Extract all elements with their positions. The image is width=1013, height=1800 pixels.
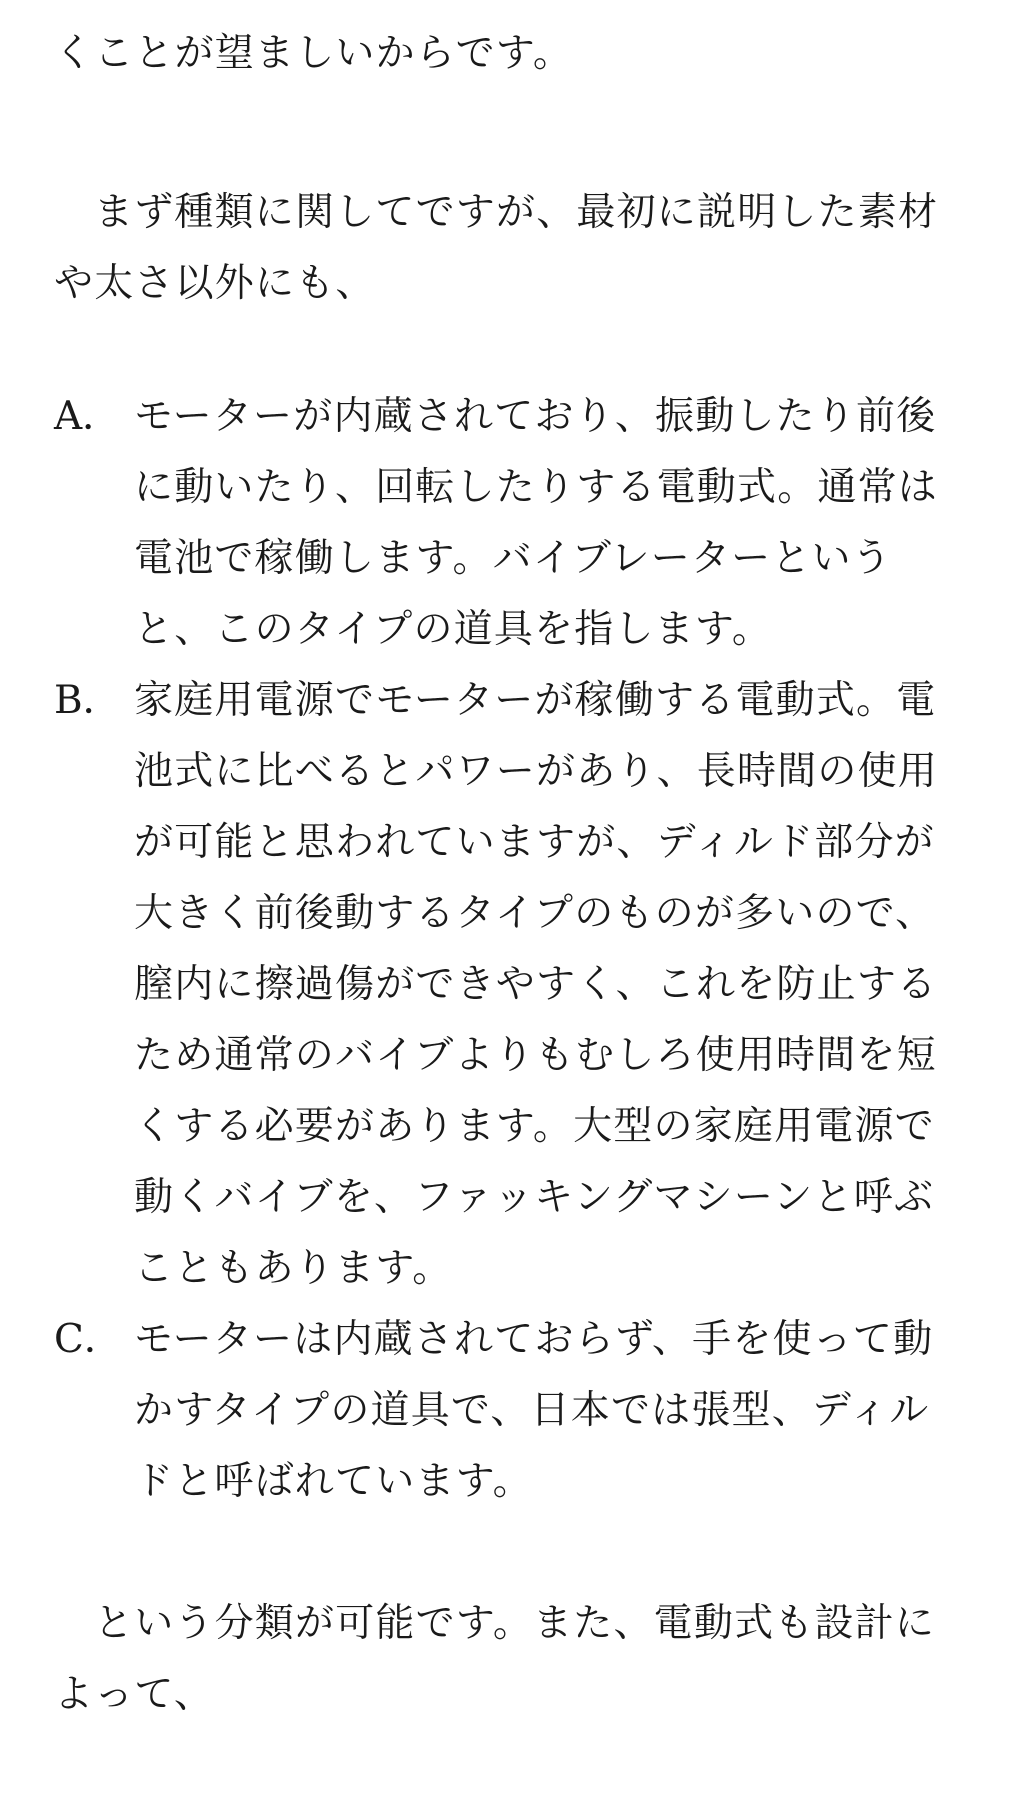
list-item-a-line-4: と、このタイプの道具を指します。 <box>134 607 773 652</box>
list-item-c-line-1: モーターは内蔵されておらず、手を使って動 <box>134 1317 934 1362</box>
list-item-a-line-1: モーターが内蔵されており、振動したり前後 <box>134 394 937 439</box>
paragraph-2-line-1: という分類が可能です。また、電動式も設計に <box>94 1601 936 1646</box>
list-marker-a: A． <box>54 394 122 439</box>
list-marker-b: B． <box>54 678 122 723</box>
list-item-b-line-7: くする必要があります。大型の家庭用電源で <box>134 1104 935 1149</box>
paragraph-1-line-1: まず種類に関してですが、最初に説明した素材 <box>94 190 939 235</box>
list-item-c-line-2: かすタイプの道具で、日本では張型、ディル <box>134 1388 930 1433</box>
list-item-b-line-3: が可能と思われていますが、ディルド部分が <box>134 820 935 865</box>
paragraph-2-line-2: よって、 <box>54 1672 215 1717</box>
list-item-b-line-8: 動くバイブを、ファッキングマシーンと呼ぶ <box>134 1175 935 1220</box>
list-item-b-line-9: こともあります。 <box>134 1246 453 1291</box>
paragraph-1-line-2: や太さ以外にも、 <box>54 261 376 306</box>
list-item-b-line-4: 大きく前後動するタイプのものが多いので、 <box>134 891 936 936</box>
list-item-b-line-5: 膣内に擦過傷ができやすく、これを防止する <box>134 962 938 1007</box>
list-item-a-line-3: 電池で稼働します。バイブレーターという <box>134 536 892 581</box>
list-item-a-line-2: に動いたり、回転したりする電動式。通常は <box>134 465 939 510</box>
list-item-b-line-1: 家庭用電源でモーターが稼働する電動式。電 <box>134 678 937 723</box>
intro-line-1: くことが望ましいからです。 <box>54 31 574 76</box>
list-marker-c: C． <box>54 1317 123 1362</box>
list-item-b-line-6: ため通常のバイブよりもむしろ使用時間を短 <box>134 1033 937 1078</box>
list-item-c-line-3: ドと呼ばれています。 <box>134 1459 533 1504</box>
list-item-b-line-2: 池式に比べるとパワーがあり、長時間の使用 <box>134 749 939 794</box>
